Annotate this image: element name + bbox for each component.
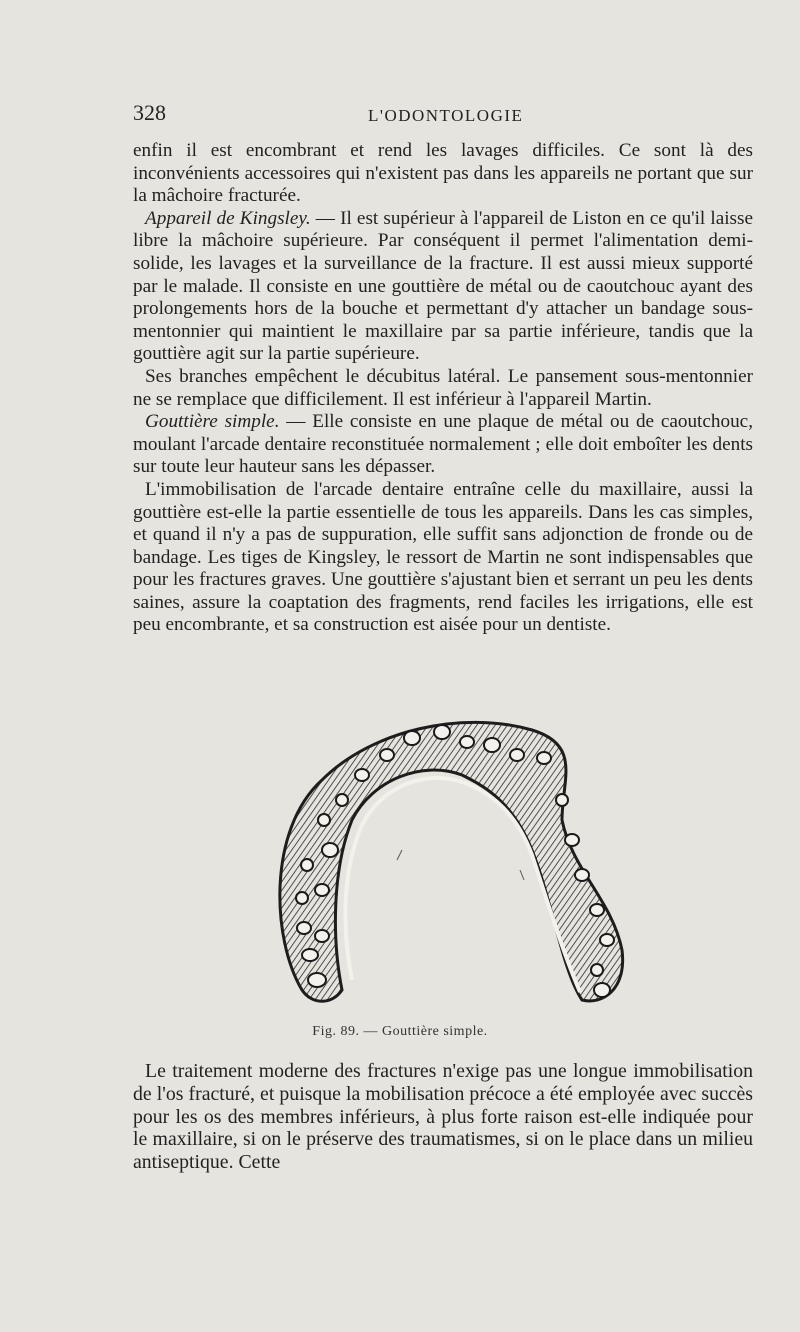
paragraph-intro	[133, 140, 753, 208]
section-heading-gouttiere: Gouttière simple.	[145, 411, 280, 433]
body-text-bottom	[133, 1060, 753, 1174]
body-text-top	[133, 140, 753, 637]
paragraph-immobilisation	[133, 479, 753, 637]
dental-splint-engraving	[262, 700, 642, 1020]
paragraph-text: enfin il est encombrant et rend les lavages difficiles. Ce sont là des inconvénients accessoires qui n'existent pas dans les appareils ne portant que sur la mâchoire fracturée.	[133, 140, 753, 207]
journal-title: L'ODONTOLOGIE	[368, 106, 524, 125]
section-heading-kingsley: Appareil de Kingsley.	[145, 207, 311, 229]
paragraph-text: — Elle consiste en une plaque de métal ou de caoutchouc, moulant l'arcade dentaire reconstituée normalement ; elle doit emboîter les dents sur toute leur hauteur sans les dépasser.	[133, 411, 753, 478]
figure-caption: Fig. 89. — Gouttière simple.	[312, 1024, 488, 1039]
paragraph-branches	[133, 366, 753, 411]
page-number: 328	[133, 100, 166, 125]
running-head	[133, 100, 751, 130]
paragraph-gouttiere	[133, 411, 753, 479]
paragraph-text: — Il est supérieur à l'appareil de Liston en ce qu'il laisse libre la mâchoire supérieure. Par conséquent il permet l'alimentation demi-solide, les lavages et la surveillance de la fracture. Il est aussi mieux supporté par le malade. Il consiste en une gouttière de métal ou de caoutchouc ayant des prolongements hors de la bouche et permettant d'y attacher un bandage sous-mentonnier qui maintient le maxillaire par sa partie inférieure, tandis que la gouttière agit sur la partie supérieure.	[133, 207, 753, 365]
paragraph-text: L'immobilisation de l'arcade dentaire entraîne celle du maxillaire, aussi la gouttière est-elle la partie essentielle de tous les appareils. Dans les cas simples, et quand il n'y a pas de suppuration, elle suffit sans adjonction de fronde ou de bandage. Les tiges de Kingsley, le ressort de Martin ne sont indispensables que pour les fractures graves. Une gouttière s'ajustant bien et serrant un peu les dents saines, assure la coaptation des fragments, rend faciles les irrigations, elle est peu encombrante, et sa construction est aisée pour un dentiste.	[133, 478, 753, 636]
figure-gouttiere-illustration	[262, 700, 642, 1020]
paragraph-closing: Le traitement moderne des fractures n'exige pas une longue immobilisation de l'os fracturé, et puisque la mobilisation précoce a été employée avec succès pour les os des membres inférieurs, à plus forte raison est-elle indiquée pour le maxillaire, si on le préserve des traumatismes, si on le place dans un milieu antiseptique. Cette	[133, 1060, 753, 1174]
paragraph-kingsley	[133, 208, 753, 366]
paragraph-text: Ses branches empêchent le décubitus latéral. Le pansement sous-mentonnier ne se remplace que difficilement. Il est inférieur à l'appareil Martin.	[133, 365, 753, 410]
